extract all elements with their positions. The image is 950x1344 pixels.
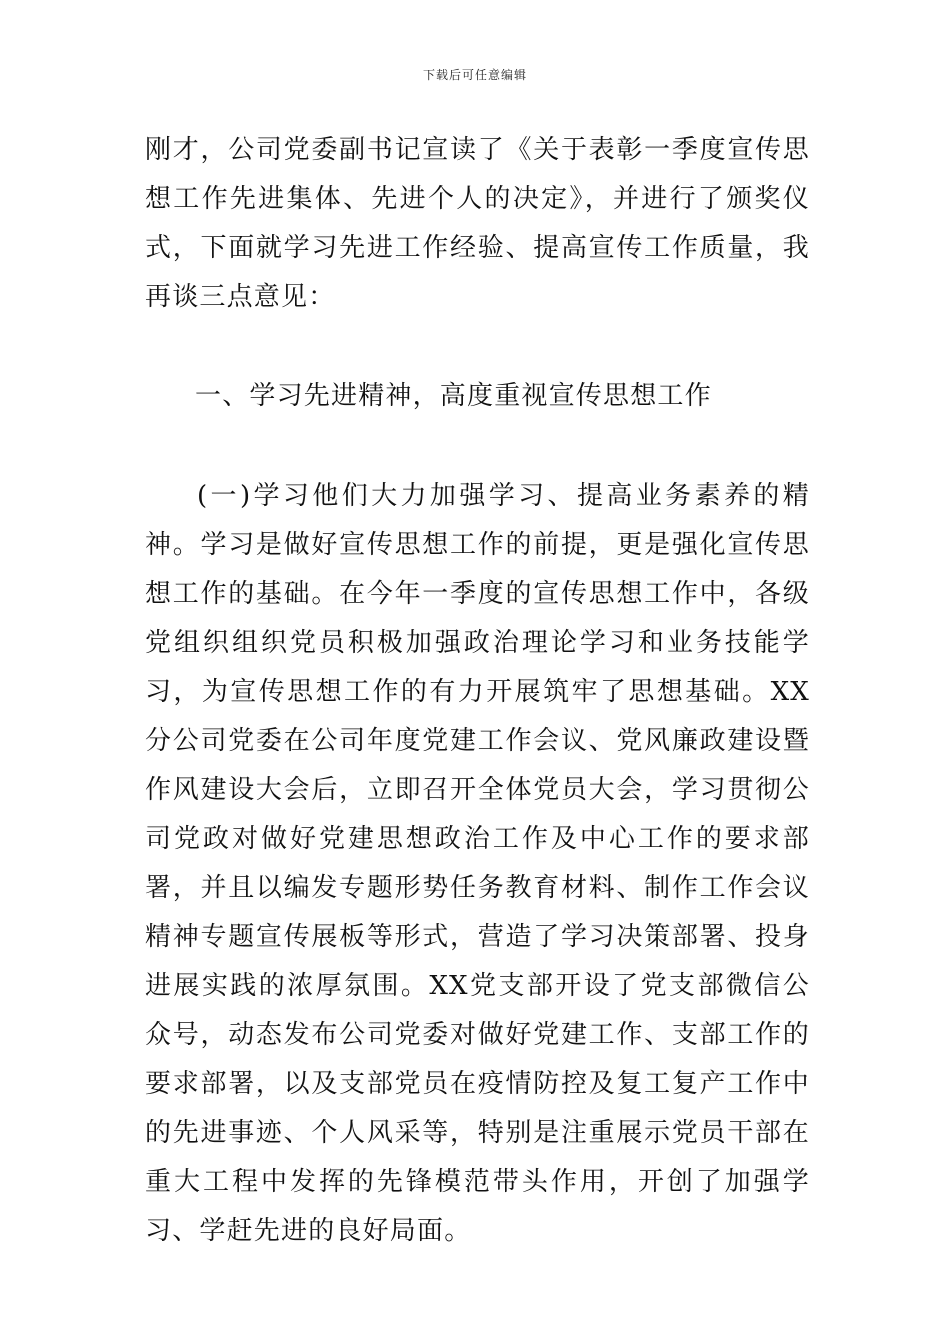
intro-paragraph: 刚才，公司党委副书记宣读了《关于表彰一季度宣传思想工作先进集体、先进个人的决定》，并进行了颁奖仪式，下面就学习先进工作经验、提高宣传工作质量，我再谈三点意见： <box>145 135 810 312</box>
header-note: 下载后可任意编辑 <box>422 68 527 82</box>
subsection-paragraph: (一)学习他们大力加强学习、提高业务素养的精神。学习是做好宣传思想工作的前提，更是强化宣传思想工作的基础。在今年一季度的宣传思想工作中，各级党组织组织党员积极加强政治理论学习和业务技能学习，为宣传思想工作的有力开展筑牢了思想基础。XX分公司党委在公司年度党建工作会议、党风廉政建设暨作风建设大会后，立即召开全体党员大会，学习贯彻公司党政对做好党建思想政治工作及中心工作的要求部署，并且以编发专题形势任务教育材料、制作工作会议精神专题宣传展板等形式，营造了学习决策部署、投身进展实践的浓厚氛围。XX党支部开设了党支部微信公众号，动态发布公司党委对做好党建工作、支部工作的要求部署，以及支部党员在疫情防控及复工复产工作中的先进事迹、个人风采等，特别是注重展示党员干部在重大工程中发挥的先锋模范带头作用，开创了加强学习、学赶先进的良好局面。 <box>145 481 810 1246</box>
section-heading: 一、学习先进精神，高度重视宣传思想工作 <box>195 381 712 411</box>
